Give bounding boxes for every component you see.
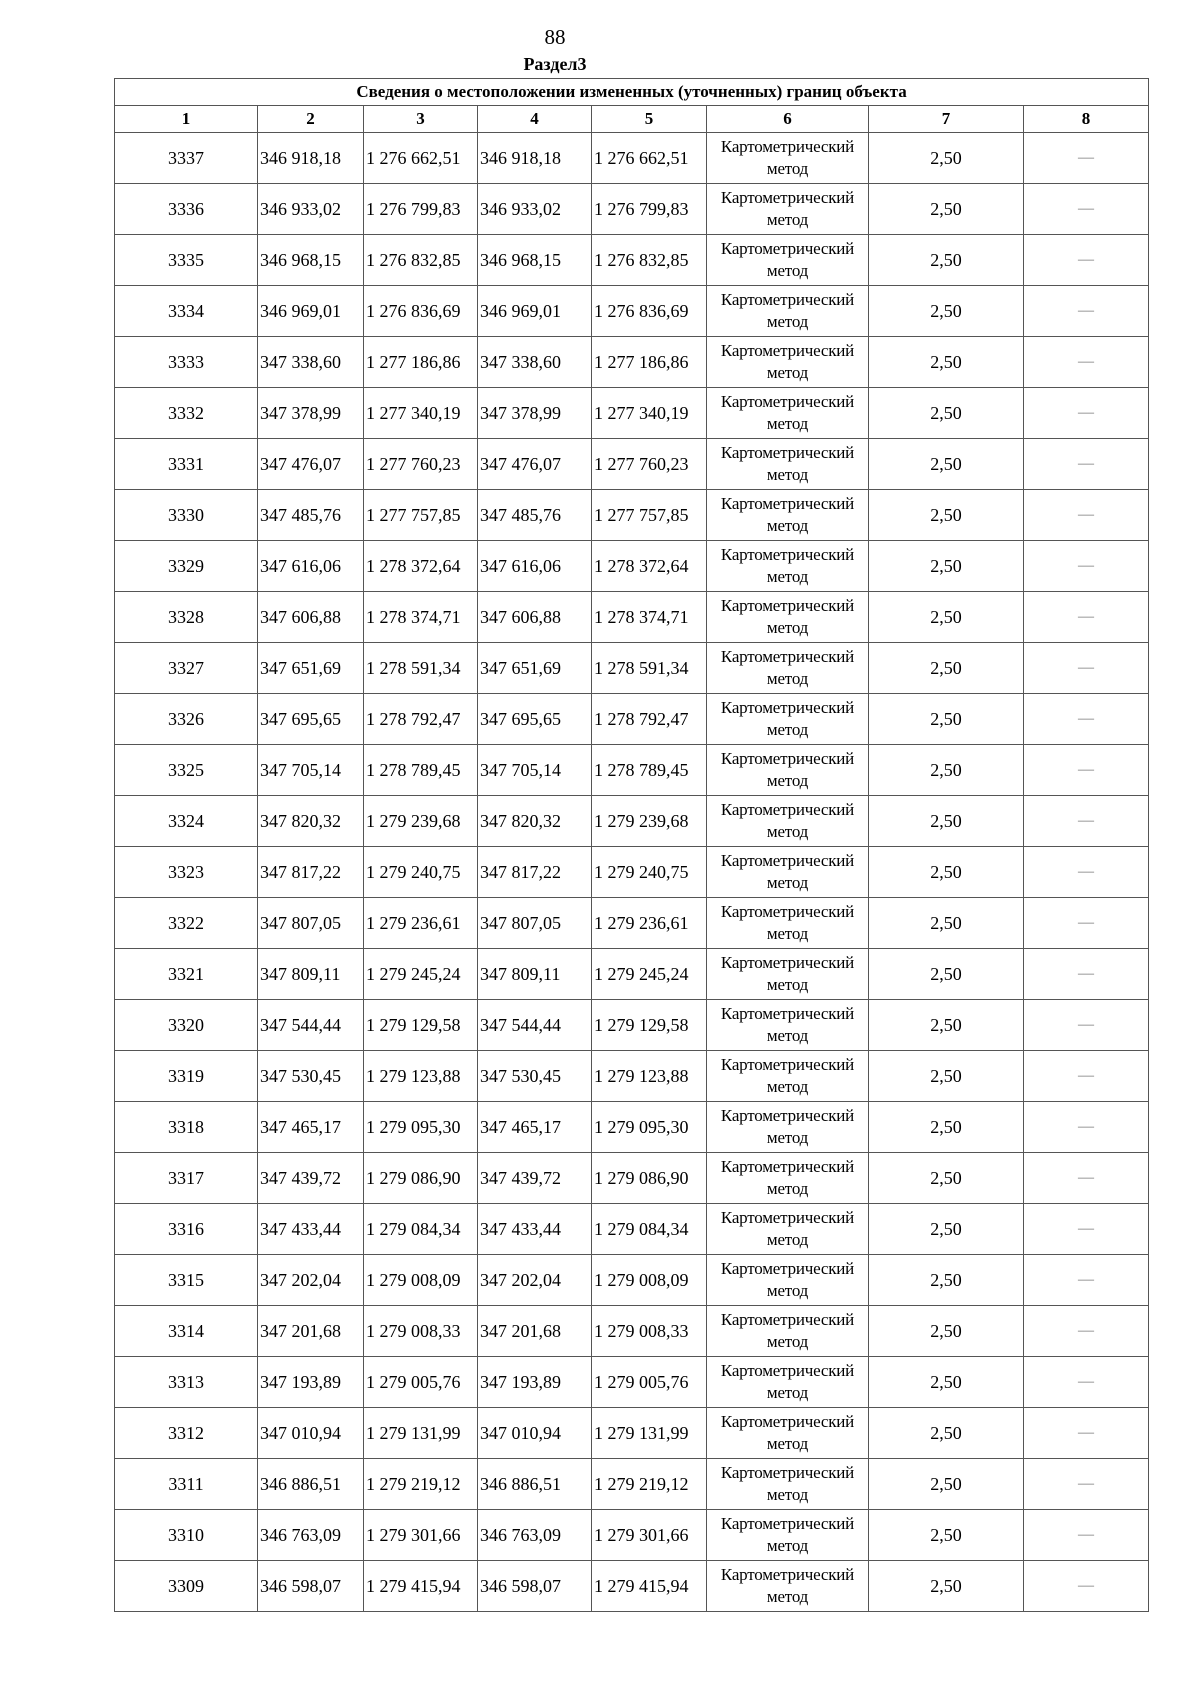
x-coordinate-cell: 346 933,02	[258, 184, 364, 235]
y-coordinate-cell: 1 276 662,51	[592, 133, 707, 184]
column-header-1: 1	[115, 106, 258, 133]
x-coordinate-cell: 347 465,17	[478, 1102, 592, 1153]
x-coordinate-cell: 347 202,04	[258, 1255, 364, 1306]
y-coordinate-cell: 1 279 008,33	[364, 1306, 478, 1357]
note-cell: —	[1024, 1000, 1149, 1051]
x-coordinate-cell: 347 820,32	[258, 796, 364, 847]
table-row	[115, 1000, 1149, 1051]
accuracy-cell: 2,50	[869, 388, 1024, 439]
y-coordinate-cell: 1 279 005,76	[592, 1357, 707, 1408]
note-cell: —	[1024, 388, 1149, 439]
point-number-cell: 3333	[115, 337, 258, 388]
point-number-cell: 3317	[115, 1153, 258, 1204]
table-row	[115, 235, 1149, 286]
method-cell: Картометрический метод	[707, 1153, 869, 1204]
y-coordinate-cell: 1 279 239,68	[592, 796, 707, 847]
y-coordinate-cell: 1 276 836,69	[364, 286, 478, 337]
table-row	[115, 1357, 1149, 1408]
x-coordinate-cell: 347 807,05	[258, 898, 364, 949]
note-cell: —	[1024, 1561, 1149, 1612]
note-cell: —	[1024, 1306, 1149, 1357]
accuracy-cell: 2,50	[869, 949, 1024, 1000]
y-coordinate-cell: 1 277 757,85	[592, 490, 707, 541]
table-row	[115, 1306, 1149, 1357]
y-coordinate-cell: 1 277 760,23	[592, 439, 707, 490]
accuracy-cell: 2,50	[869, 592, 1024, 643]
table-row	[115, 694, 1149, 745]
y-coordinate-cell: 1 278 591,34	[592, 643, 707, 694]
x-coordinate-cell: 347 817,22	[478, 847, 592, 898]
y-coordinate-cell: 1 279 245,24	[364, 949, 478, 1000]
note-cell: —	[1024, 184, 1149, 235]
y-coordinate-cell: 1 279 084,34	[364, 1204, 478, 1255]
y-coordinate-cell: 1 278 372,64	[364, 541, 478, 592]
accuracy-cell: 2,50	[869, 184, 1024, 235]
section-title: Раздел3	[523, 54, 587, 74]
y-coordinate-cell: 1 279 129,58	[592, 1000, 707, 1051]
note-cell: —	[1024, 286, 1149, 337]
method-cell: Картометрический метод	[707, 796, 869, 847]
note-cell: —	[1024, 1204, 1149, 1255]
x-coordinate-cell: 347 651,69	[258, 643, 364, 694]
method-cell: Картометрический метод	[707, 1561, 869, 1612]
point-number-cell: 3332	[115, 388, 258, 439]
y-coordinate-cell: 1 278 792,47	[592, 694, 707, 745]
y-coordinate-cell: 1 279 129,58	[364, 1000, 478, 1051]
point-number-cell: 3324	[115, 796, 258, 847]
y-coordinate-cell: 1 279 301,66	[364, 1510, 478, 1561]
y-coordinate-cell: 1 277 186,86	[364, 337, 478, 388]
y-coordinate-cell: 1 277 340,19	[592, 388, 707, 439]
x-coordinate-cell: 347 530,45	[478, 1051, 592, 1102]
note-cell: —	[1024, 1102, 1149, 1153]
table-row	[115, 1051, 1149, 1102]
y-coordinate-cell: 1 279 415,94	[592, 1561, 707, 1612]
point-number-cell: 3326	[115, 694, 258, 745]
x-coordinate-cell: 347 606,88	[478, 592, 592, 643]
x-coordinate-cell: 346 969,01	[478, 286, 592, 337]
point-number-cell: 3328	[115, 592, 258, 643]
table-row	[115, 1459, 1149, 1510]
table-row	[115, 184, 1149, 235]
note-cell: —	[1024, 1153, 1149, 1204]
method-cell: Картометрический метод	[707, 1255, 869, 1306]
x-coordinate-cell: 346 969,01	[258, 286, 364, 337]
y-coordinate-cell: 1 279 219,12	[592, 1459, 707, 1510]
method-cell: Картометрический метод	[707, 1459, 869, 1510]
x-coordinate-cell: 346 763,09	[478, 1510, 592, 1561]
accuracy-cell: 2,50	[869, 745, 1024, 796]
x-coordinate-cell: 347 010,94	[478, 1408, 592, 1459]
boundary-coordinates-table	[114, 78, 1149, 1612]
accuracy-cell: 2,50	[869, 1051, 1024, 1102]
method-cell: Картометрический метод	[707, 235, 869, 286]
point-number-cell: 3323	[115, 847, 258, 898]
table-row	[115, 133, 1149, 184]
method-cell: Картометрический метод	[707, 1510, 869, 1561]
accuracy-cell: 2,50	[869, 490, 1024, 541]
accuracy-cell: 2,50	[869, 1153, 1024, 1204]
point-number-cell: 3322	[115, 898, 258, 949]
table-row	[115, 1204, 1149, 1255]
x-coordinate-cell: 347 010,94	[258, 1408, 364, 1459]
accuracy-cell: 2,50	[869, 235, 1024, 286]
x-coordinate-cell: 347 817,22	[258, 847, 364, 898]
y-coordinate-cell: 1 279 095,30	[592, 1102, 707, 1153]
table-row	[115, 490, 1149, 541]
point-number-cell: 3337	[115, 133, 258, 184]
x-coordinate-cell: 347 485,76	[478, 490, 592, 541]
method-cell: Картометрический метод	[707, 694, 869, 745]
x-coordinate-cell: 347 807,05	[478, 898, 592, 949]
point-number-cell: 3331	[115, 439, 258, 490]
point-number-cell: 3336	[115, 184, 258, 235]
point-number-cell: 3335	[115, 235, 258, 286]
table-row	[115, 337, 1149, 388]
accuracy-cell: 2,50	[869, 694, 1024, 745]
x-coordinate-cell: 347 338,60	[258, 337, 364, 388]
y-coordinate-cell: 1 279 239,68	[364, 796, 478, 847]
table-row	[115, 949, 1149, 1000]
note-cell: —	[1024, 235, 1149, 286]
x-coordinate-cell: 346 886,51	[478, 1459, 592, 1510]
point-number-cell: 3320	[115, 1000, 258, 1051]
table-body	[115, 133, 1149, 1612]
x-coordinate-cell: 346 598,07	[258, 1561, 364, 1612]
method-cell: Картометрический метод	[707, 1102, 869, 1153]
note-cell: —	[1024, 439, 1149, 490]
table-row	[115, 1561, 1149, 1612]
x-coordinate-cell: 347 193,89	[478, 1357, 592, 1408]
method-cell: Картометрический метод	[707, 1306, 869, 1357]
y-coordinate-cell: 1 279 219,12	[364, 1459, 478, 1510]
x-coordinate-cell: 347 616,06	[258, 541, 364, 592]
y-coordinate-cell: 1 279 240,75	[592, 847, 707, 898]
method-cell: Картометрический метод	[707, 133, 869, 184]
x-coordinate-cell: 346 598,07	[478, 1561, 592, 1612]
column-header-6: 6	[707, 106, 869, 133]
accuracy-cell: 2,50	[869, 1459, 1024, 1510]
column-header-8: 8	[1024, 106, 1149, 133]
x-coordinate-cell: 347 651,69	[478, 643, 592, 694]
method-cell: Картометрический метод	[707, 898, 869, 949]
x-coordinate-cell: 347 616,06	[478, 541, 592, 592]
y-coordinate-cell: 1 278 374,71	[364, 592, 478, 643]
y-coordinate-cell: 1 279 086,90	[592, 1153, 707, 1204]
note-cell: —	[1024, 1408, 1149, 1459]
method-cell: Картометрический метод	[707, 949, 869, 1000]
y-coordinate-cell: 1 276 662,51	[364, 133, 478, 184]
x-coordinate-cell: 346 968,15	[258, 235, 364, 286]
y-coordinate-cell: 1 276 799,83	[364, 184, 478, 235]
note-cell: —	[1024, 949, 1149, 1000]
method-cell: Картометрический метод	[707, 1000, 869, 1051]
note-cell: —	[1024, 1510, 1149, 1561]
table-row	[115, 1255, 1149, 1306]
point-number-cell: 3310	[115, 1510, 258, 1561]
y-coordinate-cell: 1 277 760,23	[364, 439, 478, 490]
accuracy-cell: 2,50	[869, 286, 1024, 337]
method-cell: Картометрический метод	[707, 337, 869, 388]
note-cell: —	[1024, 1051, 1149, 1102]
point-number-cell: 3318	[115, 1102, 258, 1153]
note-cell: —	[1024, 847, 1149, 898]
point-number-cell: 3313	[115, 1357, 258, 1408]
accuracy-cell: 2,50	[869, 643, 1024, 694]
accuracy-cell: 2,50	[869, 1255, 1024, 1306]
y-coordinate-cell: 1 279 131,99	[364, 1408, 478, 1459]
method-cell: Картометрический метод	[707, 490, 869, 541]
y-coordinate-cell: 1 276 836,69	[592, 286, 707, 337]
table-row	[115, 1510, 1149, 1561]
point-number-cell: 3312	[115, 1408, 258, 1459]
note-cell: —	[1024, 898, 1149, 949]
note-cell: —	[1024, 592, 1149, 643]
table-row	[115, 745, 1149, 796]
table-row	[115, 592, 1149, 643]
point-number-cell: 3327	[115, 643, 258, 694]
method-cell: Картометрический метод	[707, 388, 869, 439]
table-row	[115, 1102, 1149, 1153]
column-number-row	[115, 106, 1149, 133]
method-cell: Картометрический метод	[707, 1204, 869, 1255]
y-coordinate-cell: 1 279 123,88	[592, 1051, 707, 1102]
method-cell: Картометрический метод	[707, 1408, 869, 1459]
x-coordinate-cell: 347 433,44	[478, 1204, 592, 1255]
y-coordinate-cell: 1 279 095,30	[364, 1102, 478, 1153]
y-coordinate-cell: 1 279 301,66	[592, 1510, 707, 1561]
accuracy-cell: 2,50	[869, 1102, 1024, 1153]
y-coordinate-cell: 1 279 245,24	[592, 949, 707, 1000]
note-cell: —	[1024, 1357, 1149, 1408]
table-row	[115, 388, 1149, 439]
accuracy-cell: 2,50	[869, 796, 1024, 847]
x-coordinate-cell: 347 695,65	[258, 694, 364, 745]
x-coordinate-cell: 346 886,51	[258, 1459, 364, 1510]
x-coordinate-cell: 347 201,68	[478, 1306, 592, 1357]
y-coordinate-cell: 1 279 008,33	[592, 1306, 707, 1357]
point-number-cell: 3319	[115, 1051, 258, 1102]
accuracy-cell: 2,50	[869, 541, 1024, 592]
table-row	[115, 439, 1149, 490]
x-coordinate-cell: 347 695,65	[478, 694, 592, 745]
x-coordinate-cell: 346 763,09	[258, 1510, 364, 1561]
y-coordinate-cell: 1 279 008,09	[364, 1255, 478, 1306]
x-coordinate-cell: 347 439,72	[258, 1153, 364, 1204]
x-coordinate-cell: 347 201,68	[258, 1306, 364, 1357]
y-coordinate-cell: 1 279 236,61	[592, 898, 707, 949]
y-coordinate-cell: 1 279 005,76	[364, 1357, 478, 1408]
method-cell: Картометрический метод	[707, 1357, 869, 1408]
method-cell: Картометрический метод	[707, 847, 869, 898]
accuracy-cell: 2,50	[869, 1000, 1024, 1051]
x-coordinate-cell: 347 809,11	[258, 949, 364, 1000]
y-coordinate-cell: 1 278 789,45	[592, 745, 707, 796]
table-row	[115, 847, 1149, 898]
y-coordinate-cell: 1 279 236,61	[364, 898, 478, 949]
x-coordinate-cell: 347 809,11	[478, 949, 592, 1000]
x-coordinate-cell: 347 338,60	[478, 337, 592, 388]
x-coordinate-cell: 347 465,17	[258, 1102, 364, 1153]
x-coordinate-cell: 346 968,15	[478, 235, 592, 286]
x-coordinate-cell: 347 705,14	[258, 745, 364, 796]
method-cell: Картометрический метод	[707, 184, 869, 235]
y-coordinate-cell: 1 279 084,34	[592, 1204, 707, 1255]
method-cell: Картометрический метод	[707, 643, 869, 694]
page-number: 88	[544, 25, 566, 49]
y-coordinate-cell: 1 278 792,47	[364, 694, 478, 745]
x-coordinate-cell: 347 705,14	[478, 745, 592, 796]
point-number-cell: 3329	[115, 541, 258, 592]
y-coordinate-cell: 1 278 374,71	[592, 592, 707, 643]
x-coordinate-cell: 347 485,76	[258, 490, 364, 541]
x-coordinate-cell: 347 433,44	[258, 1204, 364, 1255]
y-coordinate-cell: 1 279 415,94	[364, 1561, 478, 1612]
note-cell: —	[1024, 643, 1149, 694]
accuracy-cell: 2,50	[869, 133, 1024, 184]
accuracy-cell: 2,50	[869, 1357, 1024, 1408]
y-coordinate-cell: 1 278 789,45	[364, 745, 478, 796]
method-cell: Картометрический метод	[707, 286, 869, 337]
note-cell: —	[1024, 1255, 1149, 1306]
column-header-5: 5	[592, 106, 707, 133]
table-row	[115, 1408, 1149, 1459]
table-row	[115, 796, 1149, 847]
point-number-cell: 3316	[115, 1204, 258, 1255]
y-coordinate-cell: 1 278 372,64	[592, 541, 707, 592]
note-cell: —	[1024, 745, 1149, 796]
y-coordinate-cell: 1 279 240,75	[364, 847, 478, 898]
x-coordinate-cell: 347 544,44	[478, 1000, 592, 1051]
accuracy-cell: 2,50	[869, 1561, 1024, 1612]
x-coordinate-cell: 347 606,88	[258, 592, 364, 643]
note-cell: —	[1024, 694, 1149, 745]
x-coordinate-cell: 346 918,18	[258, 133, 364, 184]
note-cell: —	[1024, 133, 1149, 184]
table-row	[115, 643, 1149, 694]
note-cell: —	[1024, 337, 1149, 388]
y-coordinate-cell: 1 279 131,99	[592, 1408, 707, 1459]
point-number-cell: 3334	[115, 286, 258, 337]
y-coordinate-cell: 1 279 086,90	[364, 1153, 478, 1204]
x-coordinate-cell: 347 439,72	[478, 1153, 592, 1204]
table-row	[115, 286, 1149, 337]
y-coordinate-cell: 1 276 832,85	[364, 235, 478, 286]
accuracy-cell: 2,50	[869, 847, 1024, 898]
point-number-cell: 3321	[115, 949, 258, 1000]
accuracy-cell: 2,50	[869, 1306, 1024, 1357]
column-header-3: 3	[364, 106, 478, 133]
table-row	[115, 541, 1149, 592]
y-coordinate-cell: 1 279 123,88	[364, 1051, 478, 1102]
column-header-7: 7	[869, 106, 1024, 133]
method-cell: Картометрический метод	[707, 541, 869, 592]
y-coordinate-cell: 1 276 832,85	[592, 235, 707, 286]
note-cell: —	[1024, 796, 1149, 847]
x-coordinate-cell: 347 378,99	[478, 388, 592, 439]
point-number-cell: 3309	[115, 1561, 258, 1612]
method-cell: Картометрический метод	[707, 745, 869, 796]
point-number-cell: 3325	[115, 745, 258, 796]
column-header-4: 4	[478, 106, 592, 133]
x-coordinate-cell: 346 933,02	[478, 184, 592, 235]
x-coordinate-cell: 347 820,32	[478, 796, 592, 847]
accuracy-cell: 2,50	[869, 1204, 1024, 1255]
x-coordinate-cell: 347 193,89	[258, 1357, 364, 1408]
accuracy-cell: 2,50	[869, 1510, 1024, 1561]
table-caption: Сведения о местоположении измененных (уточненных) границ объекта	[115, 79, 1149, 106]
y-coordinate-cell: 1 277 186,86	[592, 337, 707, 388]
table-row	[115, 898, 1149, 949]
column-header-2: 2	[258, 106, 364, 133]
x-coordinate-cell: 347 530,45	[258, 1051, 364, 1102]
point-number-cell: 3314	[115, 1306, 258, 1357]
x-coordinate-cell: 347 476,07	[478, 439, 592, 490]
x-coordinate-cell: 346 918,18	[478, 133, 592, 184]
method-cell: Картометрический метод	[707, 1051, 869, 1102]
note-cell: —	[1024, 490, 1149, 541]
accuracy-cell: 2,50	[869, 1408, 1024, 1459]
x-coordinate-cell: 347 544,44	[258, 1000, 364, 1051]
y-coordinate-cell: 1 277 340,19	[364, 388, 478, 439]
accuracy-cell: 2,50	[869, 439, 1024, 490]
accuracy-cell: 2,50	[869, 898, 1024, 949]
y-coordinate-cell: 1 279 008,09	[592, 1255, 707, 1306]
point-number-cell: 3330	[115, 490, 258, 541]
x-coordinate-cell: 347 476,07	[258, 439, 364, 490]
method-cell: Картометрический метод	[707, 439, 869, 490]
table-row	[115, 1153, 1149, 1204]
point-number-cell: 3311	[115, 1459, 258, 1510]
note-cell: —	[1024, 1459, 1149, 1510]
x-coordinate-cell: 347 378,99	[258, 388, 364, 439]
y-coordinate-cell: 1 278 591,34	[364, 643, 478, 694]
accuracy-cell: 2,50	[869, 337, 1024, 388]
y-coordinate-cell: 1 276 799,83	[592, 184, 707, 235]
y-coordinate-cell: 1 277 757,85	[364, 490, 478, 541]
x-coordinate-cell: 347 202,04	[478, 1255, 592, 1306]
note-cell: —	[1024, 541, 1149, 592]
method-cell: Картометрический метод	[707, 592, 869, 643]
point-number-cell: 3315	[115, 1255, 258, 1306]
